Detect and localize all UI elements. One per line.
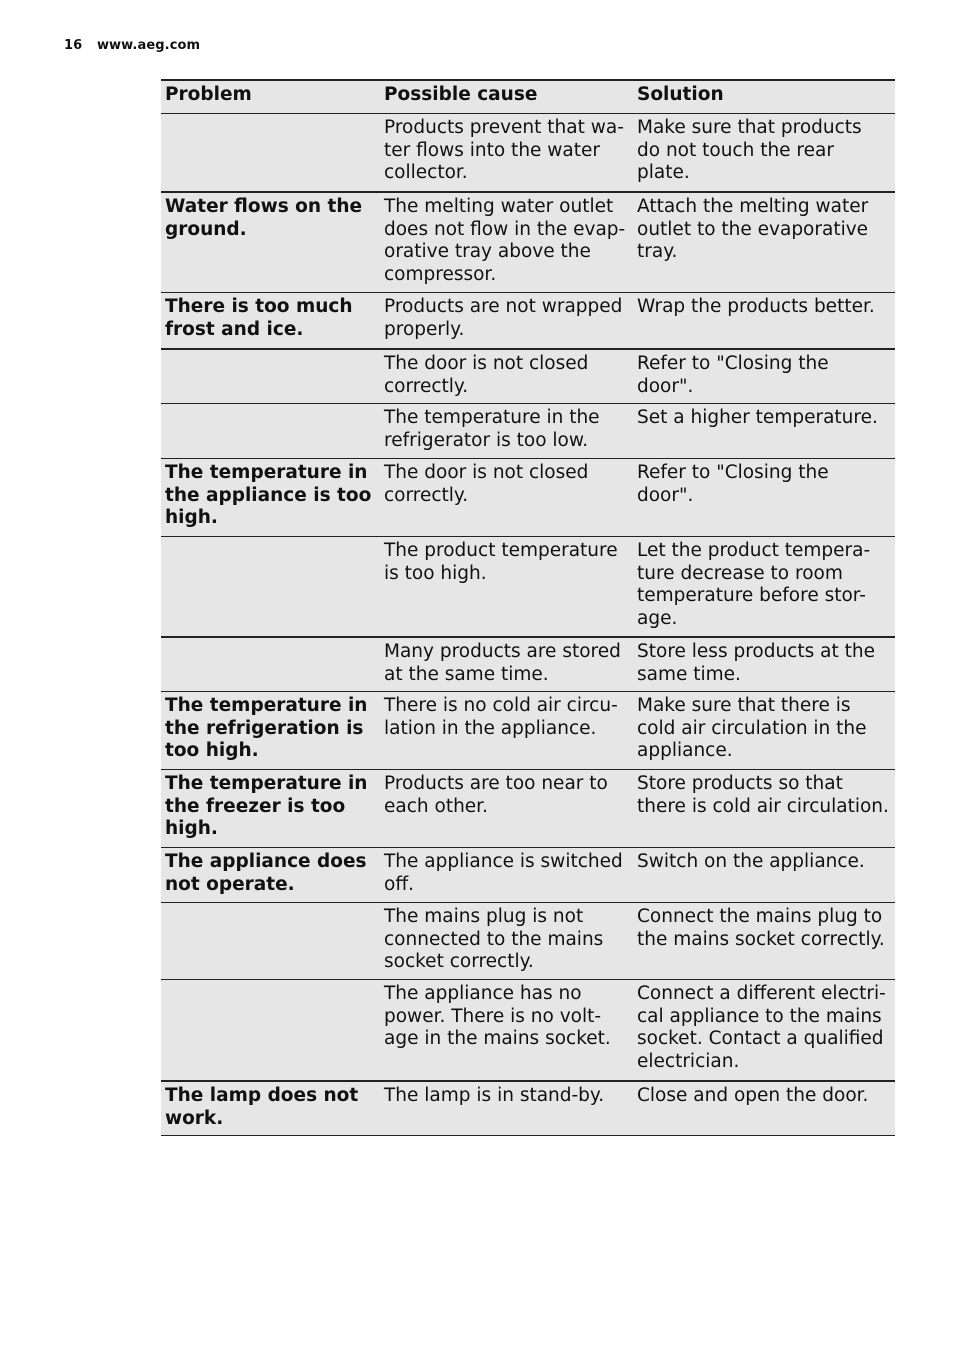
solution-cell: Switch on the appliance.	[637, 851, 865, 872]
cause-cell: Products are not wrapped properly.	[384, 296, 623, 340]
solution-cell: Refer to "Closing the door".	[637, 462, 829, 506]
cause-cell: The appliance has no power. There is no volt- age in the mains socket.	[384, 983, 611, 1049]
cause-cell: Many products are stored at the same time.	[384, 641, 621, 685]
table-row	[161, 902, 895, 979]
problem-cell	[161, 114, 380, 191]
table-row	[161, 979, 895, 1080]
solution-cell: Refer to "Closing the door".	[637, 353, 829, 397]
cause-cell: The melting water outlet does not flow in the evap- orative tray above the compressor.	[384, 196, 626, 285]
problem-cell: Water flows on the ground.	[165, 196, 363, 240]
solution-cell: Close and open the door.	[637, 1085, 869, 1106]
cause-cell: The door is not closed correctly.	[384, 462, 589, 506]
troubleshooting-table	[161, 79, 895, 1136]
problem-cell	[161, 537, 380, 636]
table-header-row	[161, 81, 895, 114]
solution-cell: Make sure that products do not touch the rear plate.	[637, 117, 862, 183]
table-row	[161, 114, 895, 191]
problem-cell: The temperature in the freezer is too high.	[165, 773, 368, 839]
cause-cell: The lamp is in stand-by.	[384, 1085, 605, 1106]
cause-cell: The appliance is switched off.	[384, 851, 623, 895]
cause-cell: There is no cold air circu- lation in the appliance.	[384, 695, 618, 739]
solution-cell: Make sure that there is cold air circulation in the appliance.	[637, 695, 867, 761]
solution-cell: Set a higher temperature.	[637, 407, 878, 428]
problem-cell	[161, 404, 380, 458]
table-row	[161, 536, 895, 636]
cause-cell: The temperature in the refrigerator is too low.	[384, 407, 600, 451]
problem-cell: The lamp does not work.	[165, 1085, 359, 1129]
table-row	[161, 458, 895, 536]
website-url: www.aeg.com	[96, 38, 201, 53]
problem-cell: The temperature in the refrigeration is too high.	[165, 695, 368, 761]
solution-cell: Wrap the products better.	[637, 296, 875, 317]
column-header-problem: Problem	[165, 84, 252, 105]
problem-cell	[161, 980, 380, 1080]
column-header-possible-cause: Possible cause	[384, 84, 538, 105]
solution-cell: Store less products at the same time.	[637, 641, 875, 685]
problem-cell	[161, 903, 380, 979]
page-header	[64, 38, 200, 53]
page-number: 16	[64, 38, 83, 53]
table-row	[161, 691, 895, 769]
problem-cell: The temperature in the appliance is too high.	[165, 462, 372, 528]
table-row	[161, 191, 895, 292]
solution-cell: Store products so that there is cold air circulation.	[637, 773, 889, 817]
cause-cell: The door is not closed correctly.	[384, 353, 589, 397]
table-row	[161, 636, 895, 691]
problem-cell	[161, 638, 380, 691]
table-row	[161, 348, 895, 403]
table-row	[161, 403, 895, 458]
table-row	[161, 769, 895, 847]
solution-cell: Connect a different electri- cal appliance to the mains socket. Contact a qualified electrician.	[637, 983, 886, 1072]
table-row	[161, 292, 895, 348]
cause-cell: Products are too near to each other.	[384, 773, 608, 817]
problem-cell	[161, 350, 380, 403]
column-header-solution: Solution	[637, 84, 724, 105]
solution-cell: Connect the mains plug to the mains socket correctly.	[637, 906, 885, 950]
table-row	[161, 1080, 895, 1136]
solution-cell: Let the product tempera- ture decrease to room temperature before stor- age.	[637, 540, 871, 629]
cause-cell: The product temperature is too high.	[384, 540, 618, 584]
problem-cell: There is too much frost and ice.	[165, 296, 353, 340]
cause-cell: Products prevent that wa- ter flows into the water collector.	[384, 117, 624, 183]
cause-cell: The mains plug is not connected to the mains socket correctly.	[384, 906, 604, 972]
table-row	[161, 847, 895, 902]
solution-cell: Attach the melting water outlet to the evaporative tray.	[637, 196, 869, 262]
problem-cell: The appliance does not operate.	[165, 851, 367, 895]
